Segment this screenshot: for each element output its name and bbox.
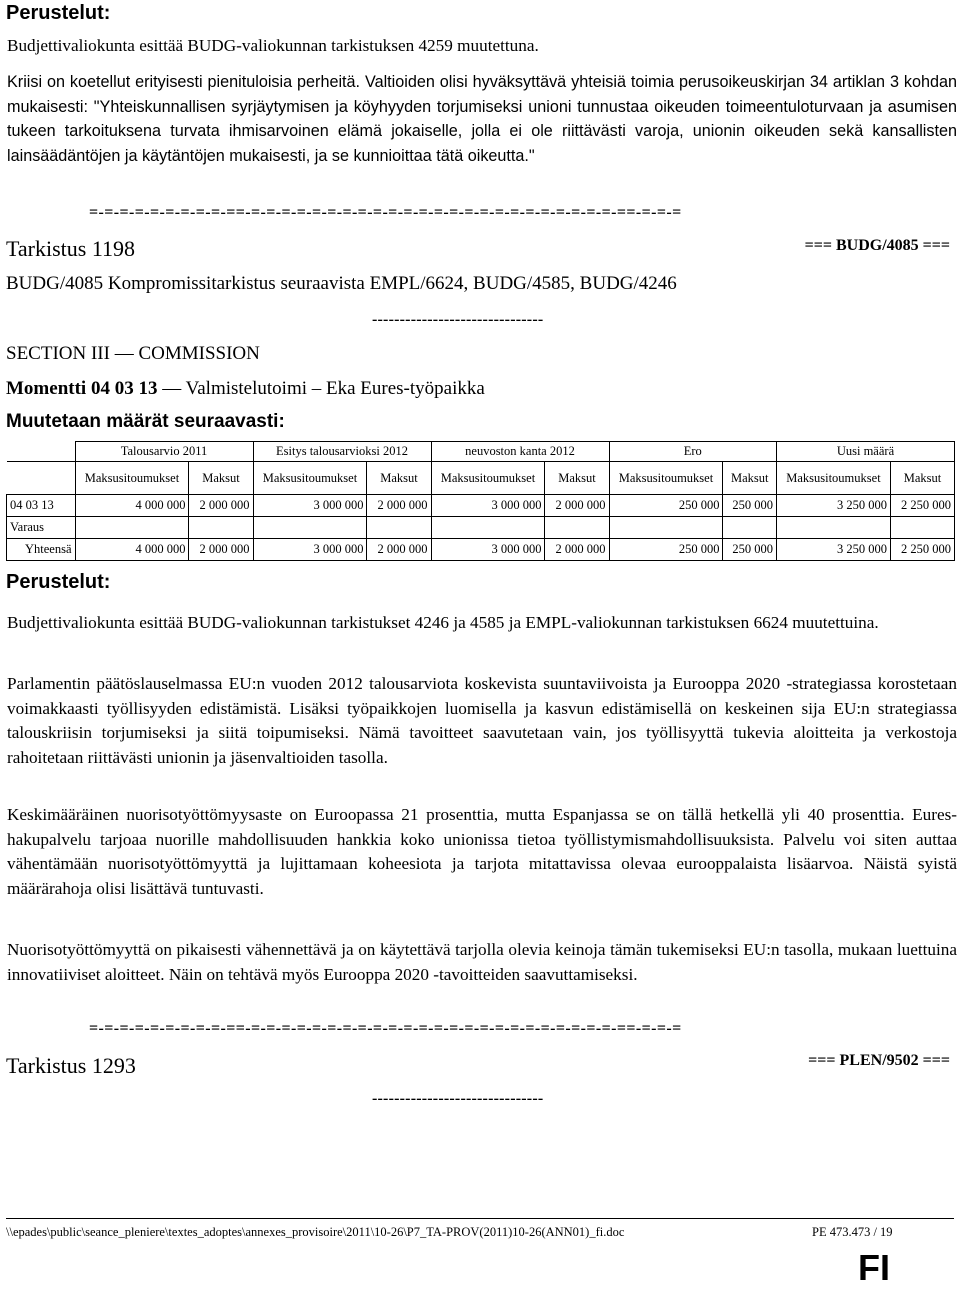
sub-header: Maksusitoumukset bbox=[75, 462, 189, 495]
table-cell bbox=[890, 517, 954, 539]
change-heading: Muutetaan määrät seuraavasti: bbox=[6, 411, 285, 432]
item-dash: — bbox=[157, 378, 186, 399]
amendment-title: Tarkistus 1198 bbox=[6, 236, 136, 261]
paragraph: Kriisi on koetellut erityisesti pienituloisia perheitä. Valtioiden olisi hyväksyttävä yhteisiä toimia perusoikeuskirjan 34 artiklan 3 kohdan mukaisesti: "Yhteiskunnallisen syrjäytymisen ja köyhyyden torjumiseksi unioni tunnustaa oikeuden toimeentuloturvaan ja asumisen tukeen tarkoituksena turvata ihmisarvoinen elämä jokaiselle, jolla ei ole riittävästi varoja, unionin oikeuden sekä kansallisten lainsäädäntöjen ja käytäntöjen mukaisesti, ja se kunnioittaa tätä oikeutta." bbox=[7, 73, 957, 165]
paragraph: Budjettivaliokunta esittää BUDG-valiokunnan tarkistuksen 4259 muutettuna. bbox=[7, 36, 539, 55]
row-label: Yhteensä bbox=[7, 539, 76, 561]
table-cell bbox=[431, 517, 545, 539]
sub-header: Maksut bbox=[367, 462, 431, 495]
table-row bbox=[7, 495, 955, 517]
table-cell: 3 250 000 bbox=[776, 495, 890, 517]
sub-header: Maksut bbox=[723, 462, 777, 495]
sub-header: Maksut bbox=[545, 462, 609, 495]
dash-line: ------------------------------- bbox=[372, 1090, 544, 1107]
table-cell bbox=[367, 517, 431, 539]
sub-header: Maksut bbox=[189, 462, 253, 495]
budget-table bbox=[6, 441, 955, 561]
paragraph: Keskimääräinen nuorisotyöttömyysaste on Euroopassa 21 prosenttia, mutta Espanjassa se on tällä hetkellä yli 40 prosenttia. Eures-hakupalvelu tarjoaa nuorille mahdollisuuden hankkia koko unionissa tietoa työllistymismahdollisuuksista. Palvelu voi siten auttaa vähentämään nuorisotyöttömyyttä ja lujittamaan koheesiota ja tarjota mitattavissa olevaa eurooppalaista lisäarvoa. Näistä syistä määrärahoja olisi lisättävä tuntuvasti. bbox=[7, 805, 957, 898]
section-label: SECTION III — COMMISSION bbox=[6, 343, 260, 364]
table-cell: 3 250 000 bbox=[776, 539, 890, 561]
sub-header: Maksusitoumukset bbox=[609, 462, 723, 495]
table-cell: 250 000 bbox=[723, 539, 777, 561]
footer-page-ref: PE 473.473 / 19 bbox=[812, 1225, 893, 1239]
table-cell: 2 250 000 bbox=[890, 495, 954, 517]
table-cell: 3 000 000 bbox=[431, 495, 545, 517]
table-cell: 2 000 000 bbox=[545, 539, 609, 561]
group-header: Ero bbox=[609, 442, 776, 462]
table-cell: 2 000 000 bbox=[367, 495, 431, 517]
table-cell bbox=[545, 517, 609, 539]
table-corner bbox=[7, 462, 76, 495]
table-cell: 2 000 000 bbox=[367, 539, 431, 561]
table-cell: 2 250 000 bbox=[890, 539, 954, 561]
footer-rule bbox=[6, 1218, 954, 1219]
paragraph: Nuorisotyöttömyyttä on pikaisesti vähennettävä ja on käytettävä tarjolla olevia keinoja tämän tukemiseksi EU:n tasolla, mukaan luettuina innovatiiviset aloitteet. Näin on tehtävä myös Eurooppa 2020 -tavoitteiden saavuttamiseksi. bbox=[7, 940, 957, 984]
table-cell bbox=[723, 517, 777, 539]
group-header: neuvoston kanta 2012 bbox=[431, 442, 609, 462]
table-cell: 2 000 000 bbox=[545, 495, 609, 517]
dash-line: ------------------------------- bbox=[372, 311, 544, 328]
language-code: FI bbox=[858, 1247, 890, 1288]
sub-header: Maksusitoumukset bbox=[253, 462, 367, 495]
table-cell: 250 000 bbox=[609, 539, 723, 561]
amendment-tag: === PLEN/9502 === bbox=[808, 1052, 950, 1069]
perustelut-heading: Perustelut: bbox=[6, 571, 111, 593]
separator-line: =-=-=-=-=-=-=-=-=-==-=-=-=-=-=-=-=-=-=-=-=-=-=-=-=-=-=-=-=-=-=-=-=-=-==-=-=-= bbox=[89, 204, 682, 221]
paragraph: Parlamentin päätöslauselmassa EU:n vuoden 2012 talousarviota koskevista suuntaviivoista ja Eurooppa 2020 -strategiassa korostetaan voimakkaasti työllisyyden edistämistä. Lisäksi työpaikkojen luomisella ja kasvun edistämisellä on keskeinen sija EU:n strategiassa talouskriisin torjumiseksi ja siitä toipumiseksi. Nämä tavoitteet saavutetaan vain, jos työllisyyttä tukevia aloitteita ja verkostoja rahoitetaan riittävästi unionin ja jäsenvaltioiden tasolla. bbox=[7, 674, 957, 767]
budget-item-line bbox=[6, 378, 485, 400]
table-cell bbox=[75, 517, 189, 539]
table-cell: 3 000 000 bbox=[431, 539, 545, 561]
sub-header: Maksusitoumukset bbox=[431, 462, 545, 495]
amendment-title: Tarkistus 1293 bbox=[6, 1053, 136, 1078]
item-name: Valmistelutoimi – Eka Eures-työpaikka bbox=[185, 378, 485, 399]
table-cell bbox=[776, 517, 890, 539]
sub-header: Maksut bbox=[890, 462, 954, 495]
amendment-subtitle: BUDG/4085 Kompromissitarkistus seuraavista EMPL/6624, BUDG/4585, BUDG/4246 bbox=[6, 273, 677, 294]
table-cell: 250 000 bbox=[609, 495, 723, 517]
paragraph: Budjettivaliokunta esittää BUDG-valiokunnan tarkistukset 4246 ja 4585 ja EMPL-valiokunnan tarkistuksen 6624 muutettuina. bbox=[7, 613, 879, 632]
table-cell: 2 000 000 bbox=[189, 495, 253, 517]
table-cell: 2 000 000 bbox=[189, 539, 253, 561]
row-label: Varaus bbox=[7, 517, 76, 539]
table-cell: 3 000 000 bbox=[253, 495, 367, 517]
table-corner bbox=[7, 442, 76, 462]
group-header: Esitys talousarvioksi 2012 bbox=[253, 442, 431, 462]
group-header: Talousarvio 2011 bbox=[75, 442, 253, 462]
table-cell: 4 000 000 bbox=[75, 539, 189, 561]
perustelut-heading: Perustelut: bbox=[6, 2, 111, 24]
table-cell: 4 000 000 bbox=[75, 495, 189, 517]
table-row bbox=[7, 539, 955, 561]
amendment-tag: === BUDG/4085 === bbox=[804, 237, 950, 254]
sub-header: Maksusitoumukset bbox=[776, 462, 890, 495]
table-cell bbox=[189, 517, 253, 539]
separator-line: =-=-=-=-=-=-=-=-=-==-=-=-=-=-=-=-=-=-=-=-=-=-=-=-=-=-=-=-=-=-=-=-=-=-==-=-=-= bbox=[89, 1020, 682, 1037]
group-header: Uusi määrä bbox=[776, 442, 954, 462]
table-cell bbox=[253, 517, 367, 539]
table-cell: 3 000 000 bbox=[253, 539, 367, 561]
table-cell bbox=[609, 517, 723, 539]
footer-path: \\epades\public\seance_pleniere\textes_adoptes\annexes_provisoire\2011\10-26\P7_TA-PROV(2011)10-26(ANN01)_fi.doc bbox=[6, 1225, 625, 1239]
table-row bbox=[7, 517, 955, 539]
table-cell: 250 000 bbox=[723, 495, 777, 517]
row-label: 04 03 13 bbox=[7, 495, 76, 517]
item-number: Momentti 04 03 13 bbox=[6, 378, 158, 399]
